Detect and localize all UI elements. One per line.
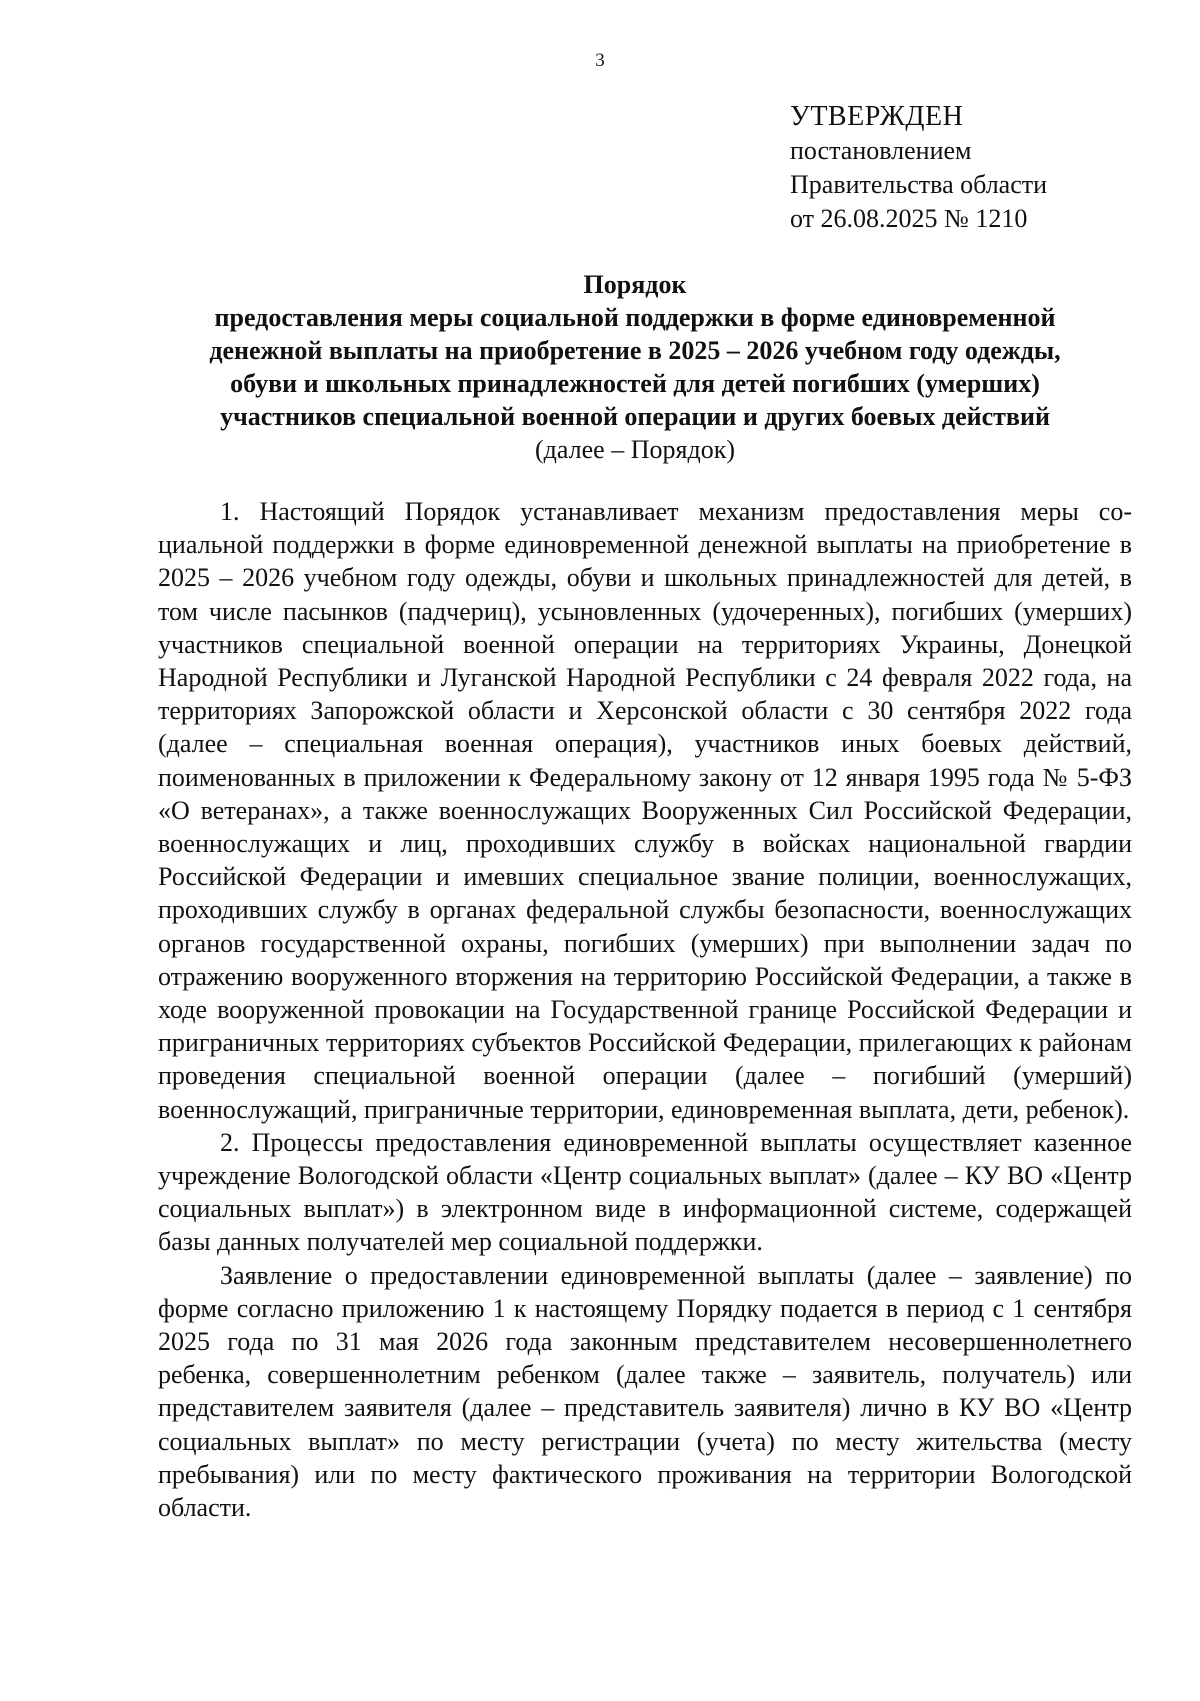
approval-line-3: от 26.08.2025 № 1210: [790, 204, 1028, 233]
title-line-2: денежной выплаты на приобретение в 2025 – 2026 учебном году одежды,: [209, 336, 1061, 365]
title-line-1: предоставления меры социальной поддержки в форме единовременной: [214, 303, 1056, 332]
title-abbreviation: (далее – Порядок): [535, 435, 735, 464]
approval-stamp-block: [790, 100, 1170, 236]
paragraph-1: 1. Настоящий Порядок устанавливает механизм предоставления меры социальной поддержки в форме единовременной денежной выплаты на приобретение в 2025 – 2026 учебном году одежды, обуви и школьных принадлежностей для детей, в том числе пасынков (падчериц), усыновленных (удочеренных), погибших (умерших) участников специальной военной операции на территориях Украины, Донецкой Народной Республики и Луганской Народной Республики с 24 февраля 2022 года, на территориях Запорожской области и Херсонской области с 30 сентября 2022 года (далее – специальная военная операция), участников иных боевых действий, поименованных в приложении к Федеральному закону от 12 января 1995 года № 5-ФЗ «О ветеранах», а также военнослужащих Вооруженных Сил Российской Федерации, военнослужащих и лиц, проходивших службу в войсках национальной гвардии Российской Федерации и имевших специальное звание полиции, военнослужащих, проходивших службу в органах федеральной службы безопасности, военнослужащих органов государственной охраны, погибших (умерших) при выполнении задач по отражению вооруженного вторжения на территорию Российской Федерации, а также в ходе вооруженной провокации на Государственной границе Российской Федерации и приграничных территориях субъектов Российской Федерации, прилегающих к районам проведения специальной военной операции (далее – погибший (умерший) военнослужащий, приграничные территории, единовременная выплата, дети, ребенок).: [158, 497, 1132, 1124]
title-line-3: обуви и школьных принадлежностей для детей погибших (умерших): [230, 369, 1040, 398]
paragraph-2: 2. Процессы предоставления единовременной выплаты осуществляет казенное учреждение Вологодской области «Центр социальных выплат» (далее – КУ ВО «Центр социальных выплат») в электронном виде в информационной системе, содержащей базы данных получателей мер социальной поддержки.: [158, 1127, 1132, 1257]
paragraph-3: Заявление о предоставлении единовременной выплаты (далее – заявление) по форме согласно приложению 1 к настоящему Порядку подается в период с 1 сентября 2025 года по 31 мая 2026 года законным представителем несовершеннолетнего ребенка, совершеннолетним ребенком (далее также – заявитель, получатель) или представителем заявителя (далее – представитель заявителя) лично в КУ ВО «Центр социальных выплат» по месту регистрации (учета) по месту жительства (месту пребывания) или по месту фактического проживания на территории Вологодской области.: [158, 1260, 1132, 1523]
approval-stamp: УТВЕРЖДЕН: [790, 101, 964, 132]
page-number: 3: [595, 50, 605, 71]
document-title: [140, 268, 1130, 466]
title-line-4: участников специальной военной операции и других боевых действий: [220, 402, 1050, 431]
approval-line-2: Правительства области: [790, 170, 1048, 199]
title-heading: Порядок: [583, 270, 687, 299]
document-body: [158, 495, 1132, 1524]
approval-line-1: постановлением: [790, 136, 972, 165]
